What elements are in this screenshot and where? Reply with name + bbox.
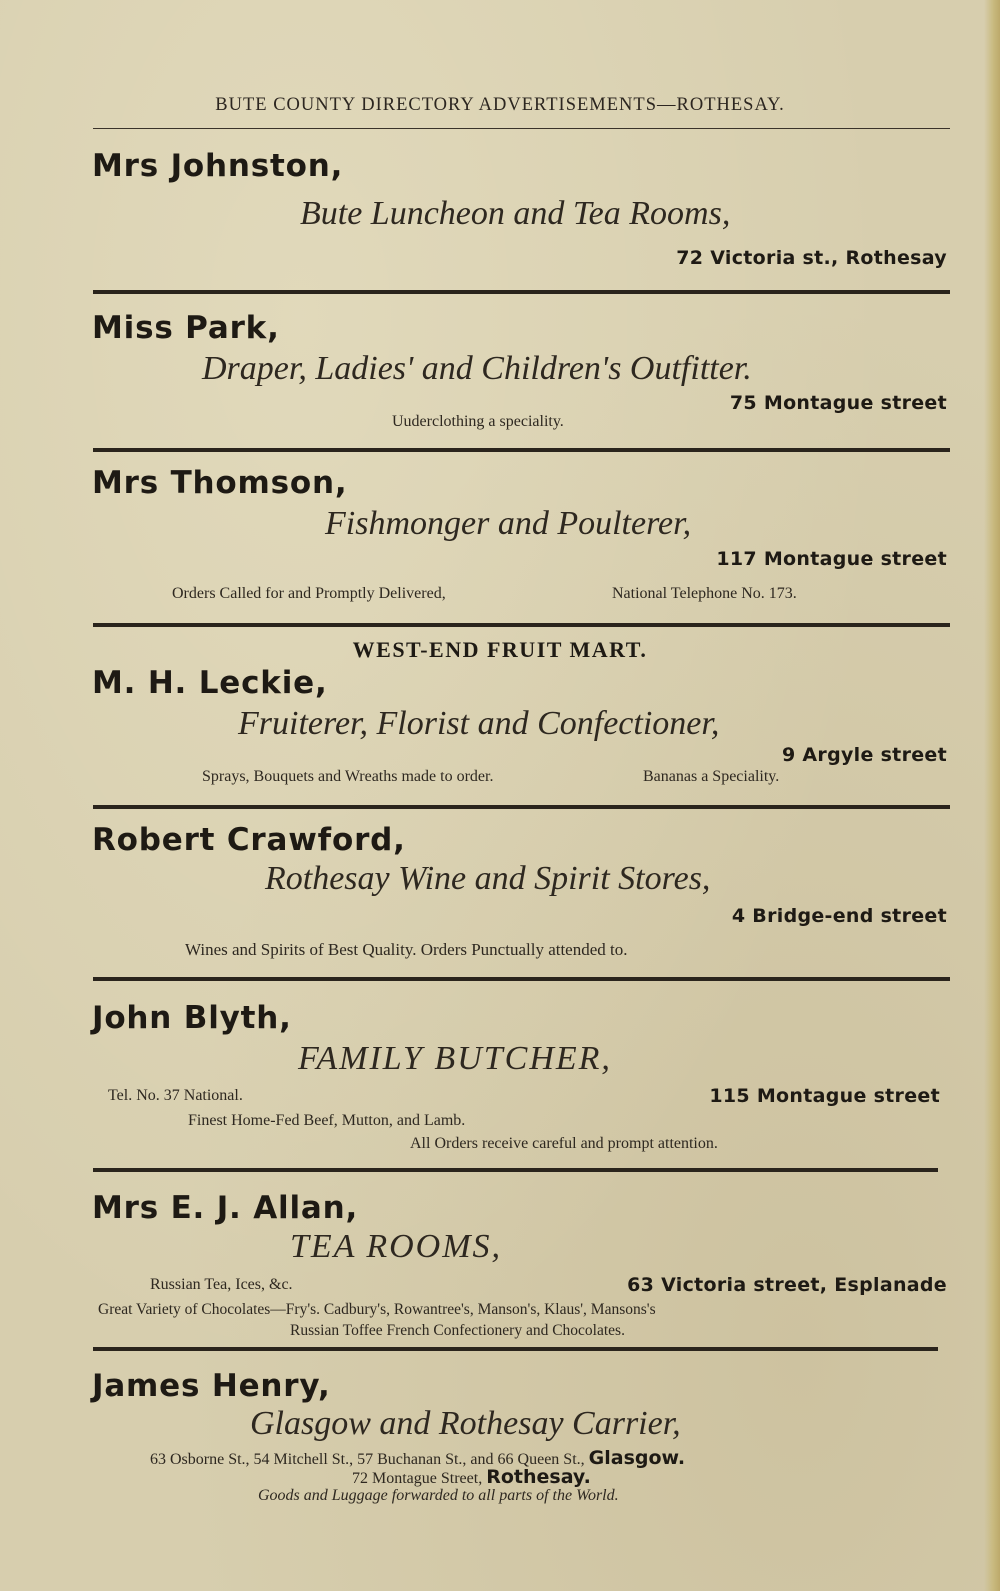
address-text: 63 Osborne St., 54 Mitchell St., 57 Buchanan St., and 66 Queen St., <box>150 1451 585 1468</box>
page-header: BUTE COUNTY DIRECTORY ADVERTISEMENTS—ROTHESAY. <box>215 95 785 115</box>
banner-title: WEST-END FRUIT MART. <box>352 637 648 662</box>
note-text-left: Sprays, Bouquets and Wreaths made to order. <box>202 768 494 785</box>
note-text: All Orders receive careful and prompt attention. <box>410 1135 718 1152</box>
address-line <box>352 1466 591 1488</box>
advertiser-name: Robert Crawford, <box>92 822 406 858</box>
note-text-right: Bananas a Speciality. <box>643 768 780 785</box>
trade-description: Glasgow and Rothesay Carrier, <box>250 1405 681 1442</box>
divider-rule <box>93 1168 938 1172</box>
divider-rule <box>93 290 950 294</box>
note-text: Goods and Luggage forwarded to all parts of the World. <box>258 1487 619 1504</box>
divider-rule <box>93 977 950 981</box>
divider-rule <box>93 623 950 627</box>
trade-description: Fishmonger and Poulterer, <box>325 505 692 542</box>
note-text-right: National Telephone No. 173. <box>612 585 797 602</box>
address: 72 Victoria st., Rothesay <box>676 247 947 269</box>
city-text: Rothesay. <box>486 1466 591 1488</box>
divider-rule <box>93 1347 938 1351</box>
note-text: Russian Toffee French Confectionery and Chocolates. <box>290 1322 625 1339</box>
trade-description: Fruiterer, Florist and Confectioner, <box>238 705 720 742</box>
address: 4 Bridge-end street <box>731 905 947 927</box>
telephone-text: Tel. No. 37 National. <box>108 1087 243 1104</box>
header-rule <box>93 128 950 129</box>
address: 117 Montague street <box>716 548 947 570</box>
advertiser-name: Miss Park, <box>92 310 280 346</box>
advertiser-name: James Henry, <box>92 1368 331 1404</box>
note-text: Finest Home-Fed Beef, Mutton, and Lamb. <box>188 1112 466 1129</box>
trade-description: Rothesay Wine and Spirit Stores, <box>265 860 711 897</box>
advertiser-name: John Blyth, <box>92 1000 292 1036</box>
advertiser-name: Mrs Johnston, <box>92 148 344 184</box>
trade-description: Bute Luncheon and Tea Rooms, <box>300 195 731 232</box>
note-text: Wines and Spirits of Best Quality. Orders Punctually attended to. <box>185 940 628 959</box>
trade-description: FAMILY BUTCHER, <box>298 1040 612 1077</box>
address-text: 72 Montague Street, <box>352 1470 483 1487</box>
trade-description: TEA ROOMS, <box>290 1228 503 1265</box>
divider-rule <box>93 448 950 452</box>
advertiser-name: Mrs E. J. Allan, <box>92 1190 359 1226</box>
note-text: Uuderclothing a speciality. <box>392 413 564 430</box>
telephone-text: Russian Tea, Ices, &c. <box>150 1276 293 1293</box>
note-text: Great Variety of Chocolates—Fry's. Cadbury's, Rowantree's, Manson's, Klaus', Mansons's <box>98 1301 656 1318</box>
divider-rule <box>93 805 950 809</box>
trade-description: Draper, Ladies' and Children's Outfitter. <box>202 350 752 387</box>
advertiser-name: Mrs Thomson, <box>92 465 348 501</box>
address: 115 Montague street <box>709 1085 940 1107</box>
address: 75 Montague street <box>729 392 947 414</box>
city-text: Glasgow. <box>588 1447 686 1469</box>
note-text-left: Orders Called for and Promptly Delivered, <box>172 585 446 602</box>
address: 9 Argyle street <box>781 744 947 766</box>
address: 63 Victoria street, Esplanade <box>627 1274 947 1296</box>
advertiser-name: M. H. Leckie, <box>92 665 328 701</box>
